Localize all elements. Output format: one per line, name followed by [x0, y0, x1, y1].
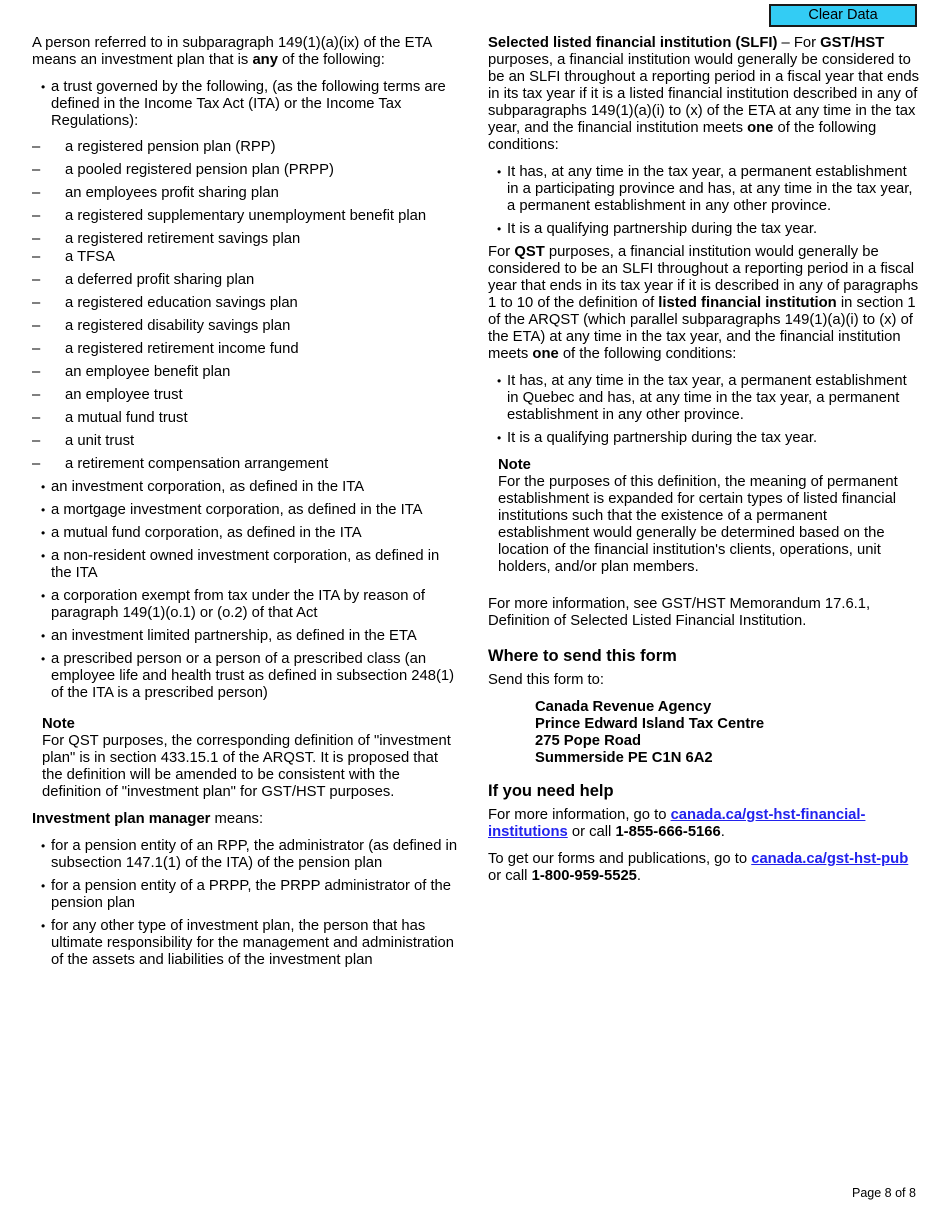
list-item: – a registered education savings plan	[32, 295, 462, 312]
list-item: • for a pension entity of an RPP, the administrator (as defined in subsection 147.1(1) of the ITA) of the pension plan	[32, 838, 462, 872]
list-item: – a retirement compensation arrangement	[32, 456, 462, 473]
address-line: Prince Edward Island Tax Centre	[535, 716, 765, 732]
list-item: • a non-resident owned investment corporation, as defined in the ITA	[32, 548, 462, 582]
qst-note	[32, 716, 462, 801]
where-to-send-heading: Where to send this form	[488, 647, 677, 665]
list-item: – a deferred profit sharing plan	[32, 272, 462, 289]
note-text: For the purposes of this definition, the meaning of permanent establishment is expanded for certain types of listed financial institutions such that the existence of a permanent establishment would generally be determined based on the location of the financial institution's clients, operations, unit holders, and/or plan members.	[498, 474, 898, 575]
page-number: Page 8 of 8	[852, 1186, 916, 1200]
list-item: • for a pension entity of a PRPP, the PRPP administrator of the pension plan	[32, 878, 462, 912]
list-item: • a mortgage investment corporation, as defined in the ITA	[32, 502, 462, 519]
list-item: – a TFSA	[32, 249, 462, 266]
pe-note	[488, 457, 920, 576]
list-item: • a mutual fund corporation, as defined in the ITA	[32, 525, 462, 542]
list-item-trust: • a trust governed by the following, (as the following terms are defined in the Income Tax Act (ITA) or the Income Tax Regulations): – a registered pension plan (RPP) – a pooled registered pension plan (PRPP) – an employees profit sharing plan – a registered supplementary unemployment benefit plan – a registered retirement savings plan – a TFSA – a deferred profit sharing plan – a registered education savings plan – a registered disability savings plan – a registered retirement income fund – an employee benefit plan – an employee trust – a mutual fund trust – a unit trust – a retirement compensation arrangement	[32, 79, 462, 473]
more-info-text: For more information, see GST/HST Memorandum 17.6.1, Definition of Selected Listed Financial Institution.	[488, 596, 871, 629]
need-help-heading: If you need help	[488, 782, 614, 800]
right-column	[488, 35, 920, 885]
list-item: • It has, at any time in the tax year, a permanent establishment in Quebec and has, at any time in the tax year, a permanent establishment in any other province.	[488, 373, 920, 424]
list-item: • It is a qualifying partnership during the tax year.	[488, 430, 920, 447]
list-item: • an investment limited partnership, as defined in the ETA	[32, 628, 462, 645]
list-item: • for any other type of investment plan, the person that has ultimate responsibility for the management and administration of the assets and liabilities of the investment plan	[32, 918, 462, 969]
note-title: Note	[498, 457, 531, 473]
list-item: – a mutual fund trust	[32, 410, 462, 427]
list-item: – a registered retirement savings plan	[32, 231, 462, 248]
ipm-list	[32, 838, 462, 969]
trust-sublist	[32, 139, 462, 473]
gst-conditions-list	[488, 164, 920, 238]
address-line: 275 Pope Road	[535, 733, 642, 749]
list-item: • It has, at any time in the tax year, a permanent establishment in a participating province and has, at any time in the tax year, a permanent establishment in any other province.	[488, 164, 920, 215]
list-item: – a registered disability savings plan	[32, 318, 462, 335]
list-item: • a prescribed person or a person of a prescribed class (an employee life and health trust as defined in subsection 248(1) of the ITA is a prescribed person)	[32, 651, 462, 702]
list-item: – an employee benefit plan	[32, 364, 462, 381]
list-item: – a registered pension plan (RPP)	[32, 139, 462, 156]
help-text: For more information, go to canada.ca/gst-hst-financial-institutions or call 1-855-666-5166.	[488, 807, 866, 840]
note-text: For QST purposes, the corresponding definition of "investment plan" is in section 433.15.1 of the ARQST. It is proposed that the definition will be amended to be consistent with the definition of "investment plan" for GST/HST purposes.	[42, 733, 451, 800]
slfi-definition: Selected listed financial institution (SLFI) – For GST/HST purposes, a financial institution would generally be considered to be an SLFI throughout a reporting period in a fiscal year that ends in its tax year if it is a listed financial institution described in any of subparagraphs 149(1)(a)(i) to (x) of the ETA at any time in the tax year, and the financial institution meets one of the following conditions:	[488, 35, 920, 153]
qst-conditions-list	[488, 373, 920, 447]
list-item: – a registered supplementary unemployment benefit plan	[32, 208, 462, 225]
list-item: – an employee trust	[32, 387, 462, 404]
clear-data-button[interactable]: Clear Data	[769, 4, 917, 27]
list-item: • It is a qualifying partnership during the tax year.	[488, 221, 920, 238]
list-item: • an investment corporation, as defined in the ITA	[32, 479, 462, 496]
address-line: Summerside PE C1N 6A2	[535, 750, 713, 766]
mailing-address	[488, 699, 920, 767]
list-item: – an employees profit sharing plan	[32, 185, 462, 202]
list-item: – a registered retirement income fund	[32, 341, 462, 358]
list-item: – a unit trust	[32, 433, 462, 450]
help-phone: 1-855-666-5166	[615, 824, 721, 840]
qst-paragraph: For QST purposes, a financial institution would generally be considered to be an SLFI throughout a reporting period in a fiscal year that ends in its tax year if it is described in any of paragraphs 1 to 10 of the definition of listed financial institution in section 1 of the ARQST (which parallel subparagraphs 149(1)(a)(i) to (x) of the ETA) at any time in the tax year, and the financial institution meets one of the following conditions:	[488, 244, 919, 362]
left-column	[32, 35, 462, 975]
note-title: Note	[42, 716, 75, 732]
publications-text: To get our forms and publications, go to canada.ca/gst-hst-pub or call 1-800-959-5525.	[488, 851, 909, 884]
publications-link[interactable]: canada.ca/gst-hst-pub	[751, 851, 909, 867]
ipm-heading: Investment plan manager means:	[32, 811, 264, 827]
investment-plan-list	[32, 79, 462, 702]
financial-institutions-link[interactable]: canada.ca/gst-hst-financial-institutions	[488, 807, 866, 840]
publications-phone: 1-800-959-5525	[531, 868, 637, 884]
intro-paragraph: A person referred to in subparagraph 149(1)(a)(ix) of the ETA means an investment plan that is any of the following:	[32, 35, 432, 68]
list-item: – a pooled registered pension plan (PRPP)	[32, 162, 462, 179]
send-to-text: Send this form to:	[488, 672, 604, 688]
list-item: • a corporation exempt from tax under the ITA by reason of paragraph 149(1)(o.1) or (o.2) of that Act	[32, 588, 462, 622]
address-line: Canada Revenue Agency	[535, 699, 712, 715]
